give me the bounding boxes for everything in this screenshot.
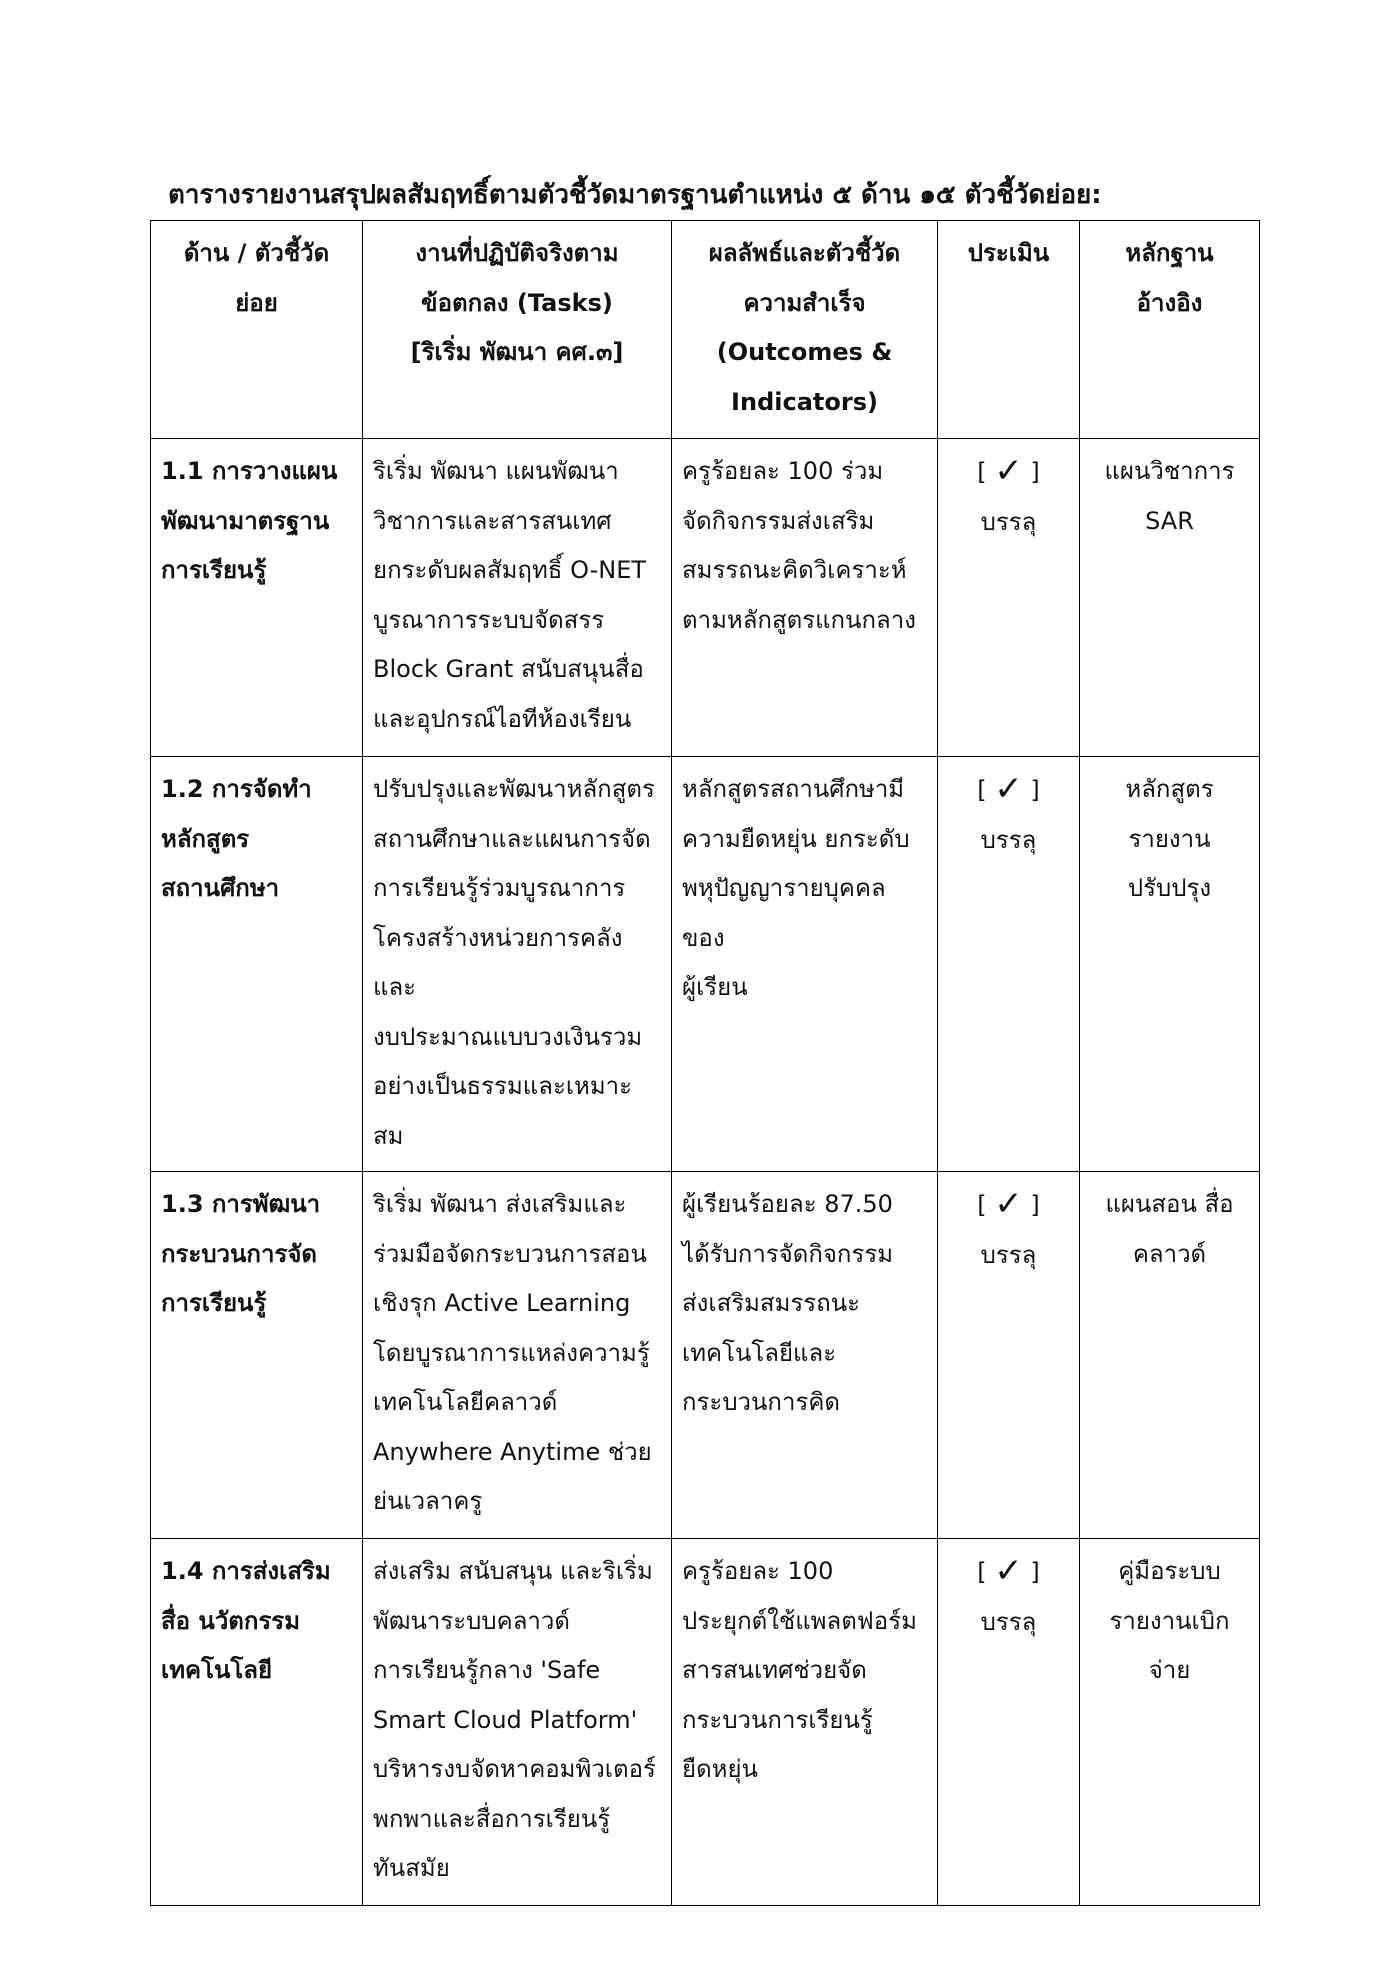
evaluation-status: บรรลุ — [980, 1607, 1037, 1636]
header-line: ด้าน / ตัวชี้วัด — [183, 239, 330, 267]
cell-line: ริเริ่ม พัฒนา ส่งเสริมและ — [373, 1190, 627, 1218]
check-icon: ✓ — [994, 1551, 1023, 1591]
reference-cell — [1080, 439, 1260, 757]
cell-line: ทันสมัย — [373, 1854, 450, 1882]
bracket-open: [ — [977, 776, 987, 804]
cell-line: หลักสูตรสถานศึกษามี — [682, 775, 905, 803]
cell-line: บูรณาการระบบจัดสรร — [373, 605, 605, 634]
cell-line: Anywhere Anytime ช่วย — [373, 1437, 652, 1466]
cell-line: จัดกิจกรรมส่งเสริม — [682, 506, 875, 535]
table-row — [151, 439, 1260, 757]
cell-line: ความยืดหยุ่น ยกระดับ — [682, 824, 910, 853]
cell-line: สถานศึกษาและแผนการจัด — [373, 824, 651, 853]
dimension-cell — [151, 757, 363, 1172]
check-icon: ✓ — [994, 1184, 1023, 1224]
bracket-close: ] — [1030, 458, 1040, 486]
cell-line: ครูร้อยละ 100 ร่วม — [682, 457, 884, 485]
tasks-cell — [363, 1172, 672, 1539]
reference-cell — [1080, 1539, 1260, 1906]
cell-line: ปรับปรุง — [1127, 874, 1212, 902]
bracket-close: ] — [1030, 1191, 1040, 1219]
table-header-row — [151, 221, 1260, 439]
header-line: Indicators) — [731, 387, 878, 416]
cell-line: SAR — [1145, 506, 1194, 535]
cell-line: รายงานเบิก — [1109, 1606, 1230, 1635]
check-box — [948, 1180, 1069, 1231]
tasks-cell — [363, 757, 672, 1172]
cell-line: ย่นเวลาครู — [373, 1487, 483, 1515]
evaluation-status: บรรลุ — [980, 507, 1037, 536]
dimension-cell — [151, 1172, 363, 1539]
table-row — [151, 757, 1260, 1172]
outcomes-cell — [672, 439, 938, 757]
cell-line: การเรียนรู้กลาง 'Safe — [373, 1656, 601, 1684]
cell-line: 1.4 การส่งเสริม — [161, 1557, 331, 1585]
cell-line: งบประมาณแบบวงเงินรวม — [373, 1022, 643, 1051]
cell-line: คู่มือระบบ — [1118, 1557, 1221, 1585]
achievement-table — [150, 220, 1260, 1906]
cell-line: ร่วมมือจัดกระบวนการสอน — [373, 1239, 647, 1268]
check-icon: ✓ — [994, 451, 1023, 491]
cell-line: อย่างเป็นธรรมและเหมาะสม — [373, 1072, 633, 1150]
reference-cell — [1080, 757, 1260, 1172]
evaluation-status: บรรลุ — [980, 1240, 1037, 1269]
cell-line: แผนสอน สื่อ — [1105, 1190, 1234, 1218]
header-line: [ริเริ่ม พัฒนา คศ.๓] — [410, 338, 624, 366]
check-box — [948, 1547, 1069, 1598]
bracket-open: [ — [977, 1191, 987, 1219]
header-line: อ้างอิง — [1136, 288, 1203, 317]
outcomes-cell — [672, 1172, 938, 1539]
check-icon: ✓ — [994, 769, 1023, 809]
tasks-cell — [363, 439, 672, 757]
cell-line: 1.1 การวางแผน — [161, 457, 338, 485]
tasks-cell — [363, 1539, 672, 1906]
evaluation-status: บรรลุ — [980, 825, 1037, 854]
bracket-open: [ — [977, 1558, 987, 1586]
outcomes-cell — [672, 757, 938, 1172]
cell-line: บริหารงบจัดหาคอมพิวเตอร์ — [373, 1755, 656, 1783]
cell-line: คลาวด์ — [1132, 1239, 1207, 1268]
cell-line: แผนวิชาการ — [1104, 457, 1235, 485]
cell-line: กระบวนการจัด — [161, 1239, 317, 1268]
cell-line: ยืดหยุ่น — [682, 1755, 758, 1783]
cell-line: Block Grant สนับสนุนสื่อ — [373, 655, 644, 683]
header-line: (Outcomes & — [716, 338, 893, 366]
cell-line: หลักสูตร — [1125, 775, 1214, 803]
header-line: ย่อย — [235, 288, 278, 317]
cell-line: สื่อ นวัตกรรม — [161, 1606, 301, 1635]
cell-line: พกพาและสื่อการเรียนรู้ — [373, 1804, 611, 1833]
cell-line: ตามหลักสูตรแกนกลาง — [682, 605, 916, 634]
evaluation-cell — [938, 1539, 1080, 1906]
outcomes-cell — [672, 1539, 938, 1906]
cell-line: การเรียนรู้ร่วมบูรณาการ — [373, 874, 626, 902]
bracket-close: ] — [1030, 776, 1040, 804]
header-line: หลักฐาน — [1125, 239, 1214, 267]
dimension-cell — [151, 1539, 363, 1906]
cell-line: พัฒนาระบบคลาวด์ — [373, 1606, 570, 1635]
bracket-close: ] — [1030, 1558, 1040, 1586]
header-reference — [1080, 221, 1260, 439]
cell-line: หลักสูตร — [161, 824, 250, 853]
header-line: งานที่ปฏิบัติจริงตาม — [415, 239, 619, 267]
cell-line: รายงาน — [1128, 824, 1211, 853]
cell-line: สถานศึกษา — [161, 874, 280, 902]
cell-line: การเรียนรู้ — [161, 1289, 267, 1317]
cell-line: สารสนเทศช่วยจัด — [682, 1656, 867, 1684]
evaluation-cell — [938, 757, 1080, 1172]
cell-line: เทคโนโลยีและ — [682, 1338, 837, 1367]
header-line: ความสำเร็จ — [743, 288, 866, 317]
cell-line: ยกระดับผลสัมฤทธิ์ O-NET — [373, 556, 647, 584]
cell-line: ส่งเสริมสมรรถนะ — [682, 1289, 861, 1317]
evaluation-cell — [938, 439, 1080, 757]
page-title: ตารางรายงานสรุปผลสัมฤทธิ์ตามตัวชี้วัดมาตรฐานตำแหน่ง ๕ ด้าน ๑๕ ตัวชี้วัดย่อย: — [168, 180, 1102, 210]
header-outcomes — [672, 221, 938, 439]
cell-line: จ่าย — [1148, 1656, 1191, 1684]
cell-line: สมรรถนะคิดวิเคราะห์ — [682, 556, 907, 584]
check-box — [948, 447, 1069, 498]
dimension-cell — [151, 439, 363, 757]
cell-line: เชิงรุก Active Learning — [373, 1289, 631, 1317]
cell-line: 1.2 การจัดทำ — [161, 775, 312, 803]
cell-line: ประยุกต์ใช้แพลตฟอร์ม — [682, 1606, 917, 1635]
cell-line: พหุปัญญารายบุคคลของ — [682, 874, 886, 952]
cell-line: เทคโนโลยี — [161, 1656, 273, 1684]
cell-line: ผู้เรียน — [682, 973, 748, 1001]
table-row — [151, 1172, 1260, 1539]
header-dimension — [151, 221, 363, 439]
cell-line: และอุปกรณ์ไอทีห้องเรียน — [373, 704, 632, 733]
check-box — [948, 765, 1069, 816]
cell-line: เทคโนโลยีคลาวด์ — [373, 1388, 558, 1416]
cell-line: ปรับปรุงและพัฒนาหลักสูตร — [373, 775, 655, 803]
evaluation-cell — [938, 1172, 1080, 1539]
cell-line: กระบวนการคิด — [682, 1388, 840, 1416]
table-row — [151, 1539, 1260, 1906]
header-line: ข้อตกลง (Tasks) — [421, 288, 613, 317]
cell-line: 1.3 การพัฒนา — [161, 1190, 321, 1218]
cell-line: การเรียนรู้ — [161, 556, 267, 584]
cell-line: โครงสร้างหน่วยการคลังและ — [373, 923, 623, 1001]
cell-line: กระบวนการเรียนรู้ — [682, 1705, 873, 1734]
cell-line: วิชาการและสารสนเทศ — [373, 506, 612, 535]
cell-line: ได้รับการจัดกิจกรรม — [682, 1239, 894, 1268]
cell-line: ส่งเสริม สนับสนุน และริเริ่ม — [373, 1557, 653, 1585]
cell-line: Smart Cloud Platform' — [373, 1705, 638, 1734]
cell-line: ผู้เรียนร้อยละ 87.50 — [682, 1190, 893, 1218]
header-line: ผลลัพธ์และตัวชี้วัด — [708, 239, 901, 267]
header-tasks — [363, 221, 672, 439]
bracket-open: [ — [977, 458, 987, 486]
header-evaluation — [938, 221, 1080, 439]
reference-cell — [1080, 1172, 1260, 1539]
cell-line: โดยบูรณาการแหล่งความรู้ — [373, 1338, 650, 1367]
header-line: ประเมิน — [967, 239, 1050, 267]
cell-line: พัฒนามาตรฐาน — [161, 506, 330, 535]
cell-line: ครูร้อยละ 100 — [682, 1557, 834, 1585]
cell-line: ริเริ่ม พัฒนา แผนพัฒนา — [373, 457, 619, 485]
